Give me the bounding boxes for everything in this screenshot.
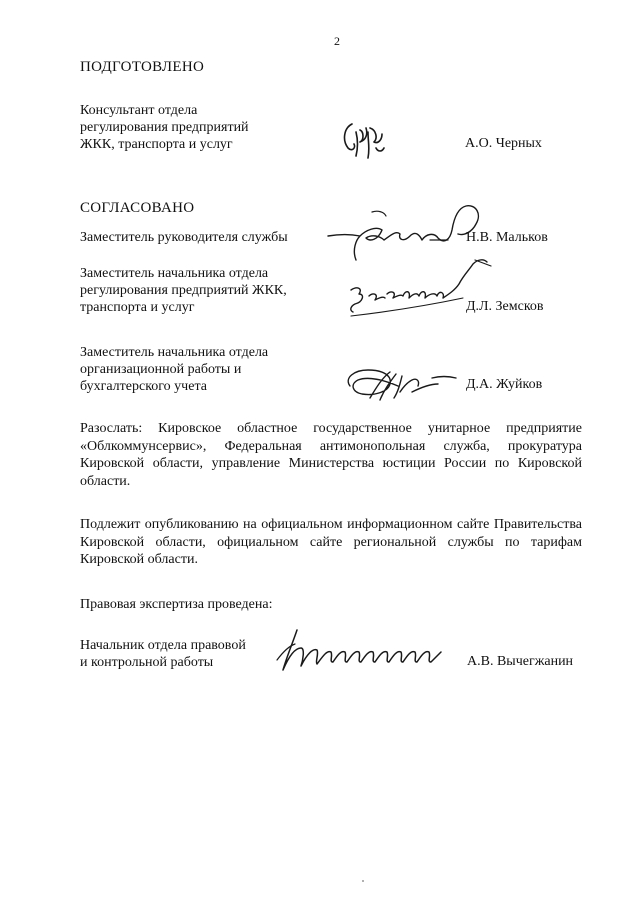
legal-position: Начальник отдела правовой и контрольной работы — [80, 638, 246, 670]
page-number: 2 — [334, 34, 340, 48]
prepared-heading: ПОДГОТОВЛЕНО — [80, 59, 205, 75]
signature-zemskov — [345, 254, 495, 334]
agreed-name-3: Д.А. Жуйков — [466, 377, 543, 392]
scan-speck — [362, 880, 364, 882]
signature-chernykh — [338, 118, 388, 162]
legal-review-note: Правовая экспертиза проведена: — [80, 597, 273, 612]
agreed-position-1: Заместитель руководителя службы — [80, 230, 288, 245]
legal-name: А.В. Вычегжанин — [467, 654, 574, 669]
agreed-position-2: Заместитель начальника отдела регулирования предприятий ЖКК, транспорта и услуг — [80, 266, 287, 315]
publication-paragraph: Подлежит опубликованию на официальном информационном сайте Правительства Кировской области, официальном сайте региональной службы по тарифам Кировской области. — [80, 517, 582, 567]
agreed-position-3: Заместитель начальника отдела организационной работы и бухгалтерского учета — [80, 345, 269, 394]
signature-zhuikov — [340, 362, 464, 408]
signature-vychegzhanin — [275, 626, 445, 676]
prepared-position: Консультант отдела регулирования предприятий ЖКК, транспорта и услуг — [80, 103, 249, 152]
prepared-name: А.О. Черных — [465, 136, 542, 151]
agreed-name-1: Н.В. Мальков — [466, 230, 548, 245]
distribution-paragraph: Разослать: Кировское областное государственное унитарное предприятие «Облкоммунсервис», Федеральная антимонопольная служба, прокуратура Кировской области, управление Министерства юстиции России по Кировской области. — [80, 421, 582, 489]
agreed-heading: СОГЛАСОВАНО — [80, 200, 195, 216]
agreed-name-2: Д.Л. Земсков — [466, 299, 544, 314]
